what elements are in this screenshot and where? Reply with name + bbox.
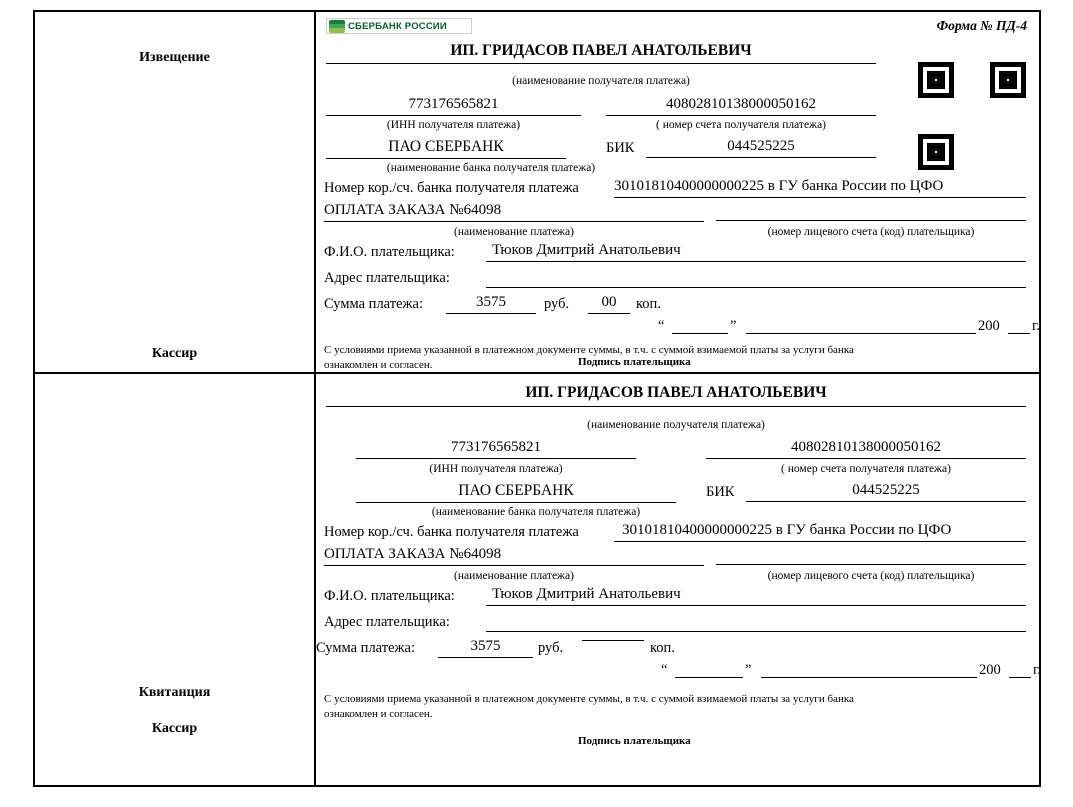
caption-account-bottom: ( номер счета получателя платежа) xyxy=(781,463,951,475)
payment-purpose-top: ОПЛАТА ЗАКАЗА №64098 xyxy=(324,202,704,222)
inn-value-bottom: 773176565821 xyxy=(356,439,636,459)
payer-fio-value-bottom: Тюков Дмитрий Анатольевич xyxy=(486,586,1026,606)
caption-recipient-name-top: (наименование получателя платежа) xyxy=(512,75,690,87)
sum-rub-top: 3575 xyxy=(446,294,536,314)
sum-label-bottom: Сумма платежа: xyxy=(316,640,415,656)
corr-value-top: 30101810400000000225 в ГУ банка России по ЦФО xyxy=(614,178,1026,198)
kop-word-top: коп. xyxy=(636,296,661,312)
sum-rub-bottom: 3575 xyxy=(438,638,533,658)
payer-fio-label-top: Ф.И.О. плательщика: xyxy=(324,244,455,260)
date-day-top xyxy=(672,318,728,334)
year-prefix-bottom: 200 xyxy=(979,662,1001,678)
date-month-top xyxy=(746,318,976,334)
signature-label-top: Подпись плательщика xyxy=(578,356,691,368)
bik-label-bottom: БИК xyxy=(706,484,735,500)
sberbank-logo-mark xyxy=(329,20,345,33)
payer-address-value-top xyxy=(486,268,1026,288)
stub-label-cashier-bottom: Кассир xyxy=(151,721,198,736)
caption-recipient-name-bottom: (наименование получателя платежа) xyxy=(587,419,765,431)
year-suffix-top: г. xyxy=(1032,318,1040,334)
sum-label-top: Сумма платежа: xyxy=(324,296,423,312)
stub-label-notice: Извещение xyxy=(139,50,210,65)
caption-payment-purpose-top: (наименование платежа) xyxy=(454,226,574,238)
payment-purpose-bottom: ОПЛАТА ЗАКАЗА №64098 xyxy=(324,546,704,566)
date-quote-open-bottom: “ xyxy=(661,662,668,678)
rub-word-bottom: руб. xyxy=(538,640,564,656)
year-blank-bottom xyxy=(1009,662,1031,678)
receipt-half xyxy=(35,374,1039,785)
account-value-bottom: 40802810138000050162 xyxy=(706,439,1026,459)
payer-fio-label-bottom: Ф.И.О. плательщика: xyxy=(324,588,455,604)
form-number: Форма № ПД-4 xyxy=(936,18,1027,33)
sberbank-logo xyxy=(326,18,472,34)
recipient-name-top: ИП. ГРИДАСОВ ПАВЕЛ АНАТОЛЬЕВИЧ xyxy=(326,42,876,64)
agreement-line1-top: С условиями приема указанной в платежном документе суммы, в т.ч. с суммой взимаемой платы за услуги банка xyxy=(324,344,854,356)
kop-word-bottom: коп. xyxy=(650,640,675,656)
account-value-top: 40802810138000050162 xyxy=(606,96,876,116)
caption-bank-name-bottom: (наименование банка получателя платежа) xyxy=(431,506,641,518)
bank-name-bottom: ПАО СБЕРБАНК xyxy=(356,482,676,503)
corr-value-bottom: 30101810400000000225 в ГУ банка России по ЦФО xyxy=(614,522,1026,542)
bik-value-top: 044525225 xyxy=(646,138,876,158)
payer-fio-value-top: Тюков Дмитрий Анатольевич xyxy=(486,242,1026,262)
caption-account-top: ( номер счета получателя платежа) xyxy=(656,119,826,131)
agreement-text-bottom xyxy=(324,692,1024,722)
date-month-bottom xyxy=(761,662,977,678)
receipt-stub-column xyxy=(35,374,316,785)
date-quote-open-top: “ xyxy=(658,318,665,334)
bik-value-bottom: 044525225 xyxy=(746,482,1026,502)
inn-value-top: 773176565821 xyxy=(326,96,581,116)
notice-half xyxy=(35,12,1039,374)
corr-label-bottom: Номер кор./сч. банка получателя платежа xyxy=(324,524,579,540)
bank-name-top: ПАО СБЕРБАНК xyxy=(326,138,566,159)
sberbank-logo-text: СБЕРБАНК РОССИИ xyxy=(348,20,447,32)
caption-bank-name-top: (наименование банка получателя платежа) xyxy=(386,162,596,174)
caption-personal-account-bottom: (номер лицевого счета (код) плательщика) xyxy=(767,570,975,582)
agreement-line2-bottom: ознакомлен и согласен. xyxy=(324,707,433,720)
sum-kop-bottom xyxy=(582,638,644,641)
agreement-line2-top: ознакомлен и согласен. xyxy=(324,358,433,371)
caption-payment-purpose-bottom: (наименование платежа) xyxy=(454,570,574,582)
corr-label-top: Номер кор./сч. банка получателя платежа xyxy=(324,180,579,196)
personal-account-top xyxy=(716,202,1026,221)
receipt-body xyxy=(316,374,1039,785)
stub-label-cashier-top: Кассир xyxy=(151,346,198,361)
payer-address-label-top: Адрес плательщика: xyxy=(324,270,450,286)
date-quote-close-top: ” xyxy=(730,318,737,334)
payment-form xyxy=(33,10,1041,787)
caption-inn-bottom: (ИНН получателя платежа) xyxy=(429,463,563,475)
rub-word-top: руб. xyxy=(544,296,570,312)
recipient-name-bottom: ИП. ГРИДАСОВ ПАВЕЛ АНАТОЛЬЕВИЧ xyxy=(326,384,1026,407)
qr-code xyxy=(916,60,1028,172)
year-prefix-top: 200 xyxy=(978,318,1000,334)
date-quote-close-bottom: ” xyxy=(745,662,752,678)
notice-body xyxy=(316,12,1039,372)
year-suffix-bottom: г. xyxy=(1033,662,1041,678)
payer-address-value-bottom xyxy=(486,612,1026,632)
agreement-line1-bottom: С условиями приема указанной в платежном документе суммы, в т.ч. с суммой взимаемой платы за услуги банка xyxy=(324,693,854,705)
sum-kop-top: 00 xyxy=(588,294,630,314)
notice-stub-column xyxy=(35,12,316,372)
personal-account-bottom xyxy=(716,546,1026,565)
caption-inn-top: (ИНН получателя платежа) xyxy=(386,119,521,131)
payer-address-label-bottom: Адрес плательщика: xyxy=(324,614,450,630)
signature-label-bottom: Подпись плательщика xyxy=(578,735,691,747)
caption-personal-account-top: (номер лицевого счета (код) плательщика) xyxy=(767,226,975,238)
year-blank-top xyxy=(1008,318,1030,334)
date-day-bottom xyxy=(675,662,743,678)
bik-label-top: БИК xyxy=(606,140,635,156)
stub-label-receipt: Квитанция xyxy=(138,685,211,700)
